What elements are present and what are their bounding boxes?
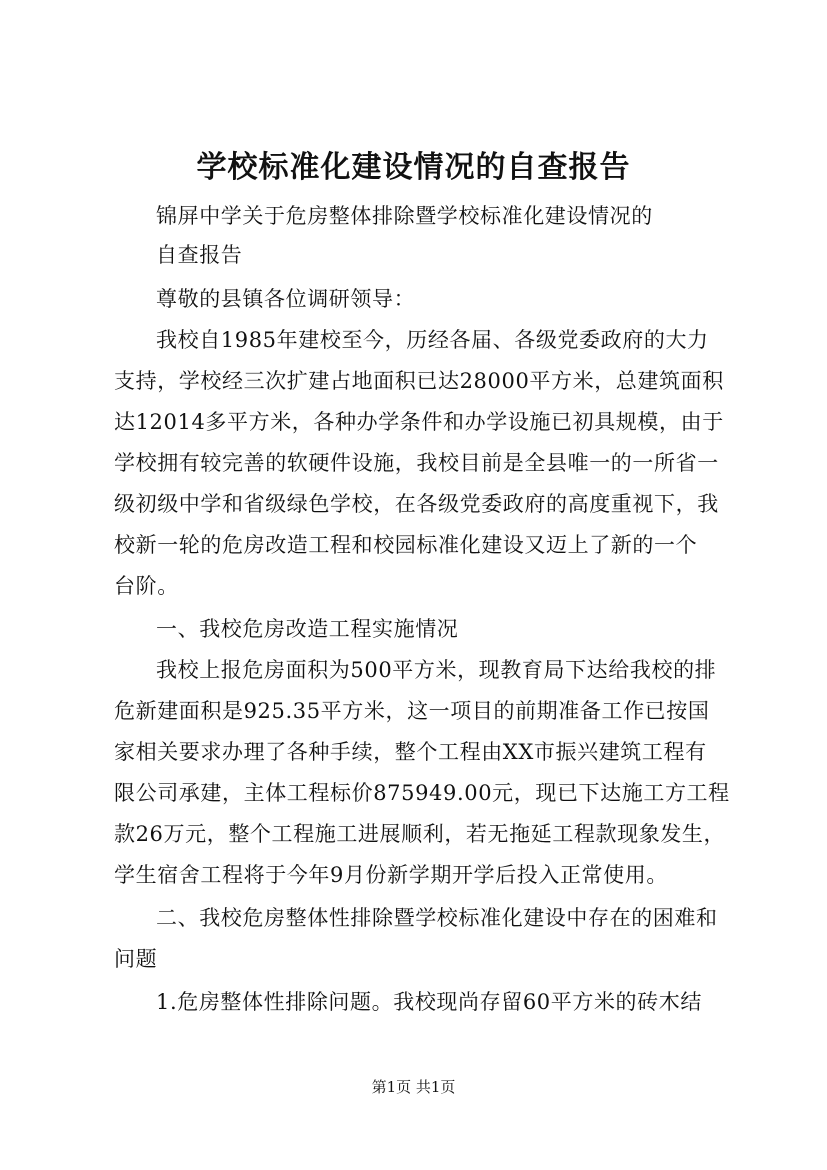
section-heading: 问题	[114, 947, 158, 971]
paragraph-line: 学生宿舍工程将于今年9月份新学期开学后投入正常使用。	[114, 863, 668, 887]
page-footer: 第1页 共1页	[371, 1078, 456, 1096]
paragraph-line: 支持，学校经三次扩建占地面积已达28000平方米，总建筑面积	[114, 369, 724, 393]
paragraph-line: 我校自1985年建校至今，历经各届、各级党委政府的大力	[156, 328, 709, 352]
paragraph-line: 款26万元，整个工程施工进展顺利，若无拖延工程款现象发生，	[114, 822, 726, 846]
salutation: 尊敬的县镇各位调研领导：	[156, 287, 416, 311]
document-title: 学校标准化建设情况的自查报告	[196, 150, 631, 185]
paragraph-line: 限公司承建，主体工程标价875949.00元，现已下达施工方工程	[114, 781, 730, 805]
paragraph-line: 学校拥有较完善的软硬件设施，我校目前是全县唯一的一所省一	[114, 451, 719, 475]
paragraph-line: 家相关要求办理了各种手续，整个工程由XX市振兴建筑工程有	[114, 740, 707, 764]
paragraph-line: 达12014多平方米，各种办学条件和办学设施已初具规模，由于	[114, 410, 724, 434]
section-heading: 二、我校危房整体性排除暨学校标准化建设中存在的困难和	[156, 906, 718, 930]
paragraph-line: 校新一轮的危房改造工程和校园标准化建设又迈上了新的一个	[114, 533, 698, 557]
paragraph-line: 级初级中学和省级绿色学校，在各级党委政府的高度重视下，我	[114, 492, 719, 516]
paragraph-line: 危新建面积是925.35平方米，这一项目的前期准备工作已按国	[114, 699, 710, 723]
section-heading: 一、我校危房改造工程实施情况	[156, 617, 459, 641]
paragraph-line: 我校上报危房面积为500平方米，现教育局下达给我校的排	[156, 658, 717, 682]
paragraph-line: 锦屏中学关于危房整体排除暨学校标准化建设情况的	[156, 204, 653, 228]
paragraph-line: 自查报告	[156, 243, 243, 267]
paragraph-line: 台阶。	[114, 574, 179, 598]
paragraph-line: 1.危房整体性排除问题。我校现尚存留60平方米的砖木结	[156, 990, 702, 1014]
